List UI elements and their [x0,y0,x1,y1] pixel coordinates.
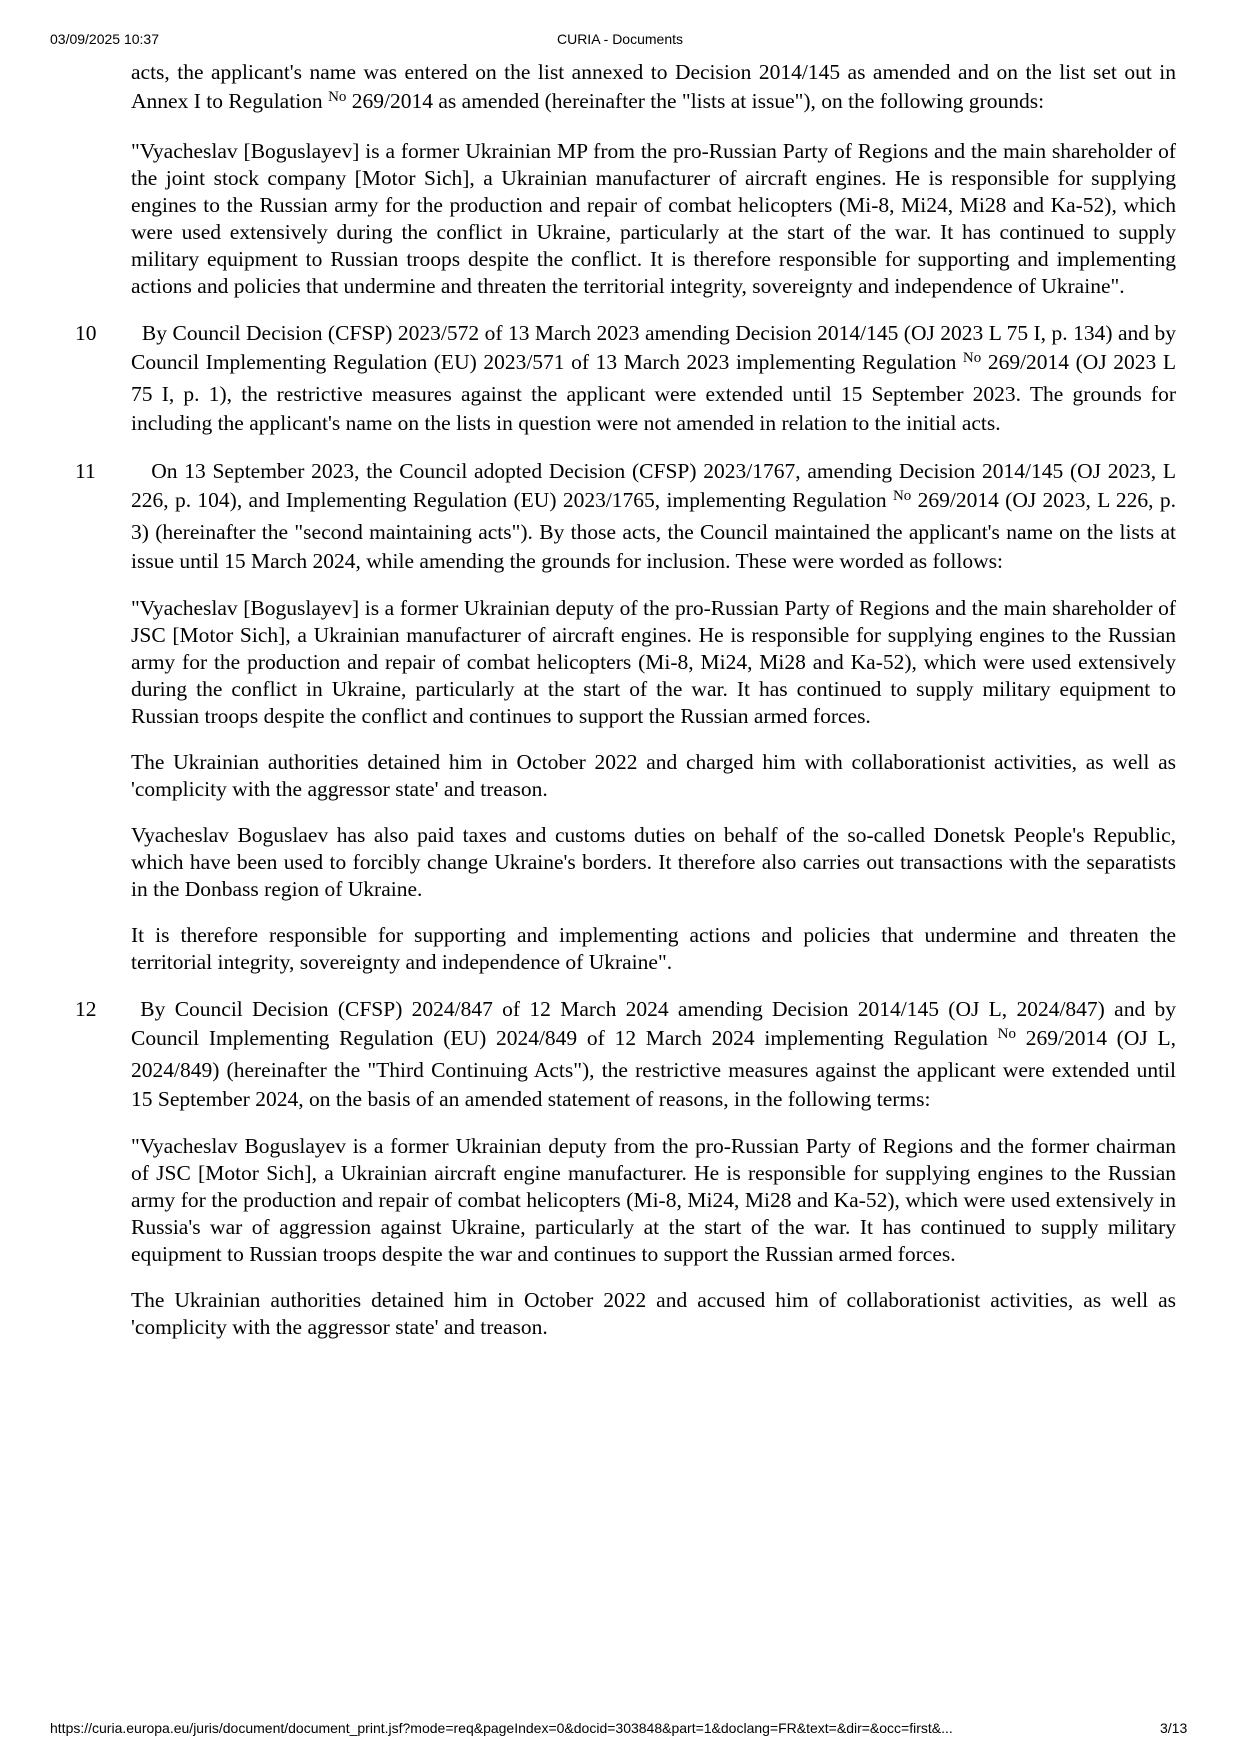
quoted-grounds-1: "Vyacheslav [Boguslayev] is a former Ukrainian MP from the pro-Russian Party of Regions and the main shareholder of the joint stock company [Motor Sich], a Ukrainian manufacturer of aircraft engines. He is responsible for supplying engines to the Russian army for the production and repair of combat helicopters (Mi-8, Mi24, Mi28 and Ka-52), which were used extensively during the conflict in Ukraine, particularly at the start of the war. It has continued to supply military equipment to Russian troops despite the conflict. It is therefore responsible for supporting and implementing actions and policies that undermine and threaten the territorial integrity, sovereignty and independence of Ukraine". [131,139,1176,298]
document-body [75,58,1176,1360]
paragraph-number: 10 [75,321,97,345]
quoted-grounds-2a: "Vyacheslav [Boguslayev] is a former Ukrainian deputy of the pro-Russian Party of Regions and the main shareholder of JSC [Motor Sich], a Ukrainian manufacturer of aircraft engines. He is responsible for supplying engines to the Russian army for the production and repair of combat helicopters (Mi-8, Mi24, Mi28 and Ka-52), which were used extensively during the conflict in Ukraine, particularly at the start of the war. It has continued to supply military equipment to Russian troops despite the conflict and continues to support the Russian armed forces. [131,596,1176,728]
quoted-grounds-3b: The Ukrainian authorities detained him in October 2022 and accused him of collaborationist activities, as well as 'complicity with the aggressor state' and treason. [131,1288,1176,1339]
number-abbrev: No [892,488,912,504]
number-abbrev: No [328,89,347,105]
paragraph-11: 11 On 13 September 2023, the Council adopted Decision (CFSP) 2023/1767, amending Decision 2014/145 (OJ 2023, L 226, p. 104), and Implementing Regulation (EU) 2023/1765, implementing Regulation $^{No}$ 269/2014 (OJ 2023, L 226, p. 3) (hereinafter the "second maintaining acts"). By those acts, the Council maintained the applicant's name on the lists at issue until 15 March 2024, while amending the grounds for inclusion. These were worded as follows: [75,459,1176,573]
number-abbrev: No [962,350,982,366]
page-number: 3/13 [1160,1720,1188,1736]
quoted-grounds-3a: "Vyacheslav Boguslayev is a former Ukrainian deputy from the pro-Russian Party of Regions and the former chairman of JSC [Motor Sich], a Ukrainian aircraft engine manufacturer. He is responsible for supplying engines to the Russian army for the production and repair of combat helicopters (Mi-8, Mi24, Mi28 and Ka-52), which were used extensively in Russia's war of aggression against Ukraine, particularly at the start of the war. It has continued to supply military equipment to Russian troops despite the war and continues to support the Russian armed forces. [131,1134,1176,1266]
number-abbrev: No [997,1026,1016,1042]
quoted-grounds-2b: The Ukrainian authorities detained him in October 2022 and charged him with collaborationist activities, as well as 'complicity with the aggressor state' and treason. [131,750,1176,801]
page-title: CURIA - Documents [556,31,684,47]
paragraph-number: 12 [75,997,97,1021]
page-url: https://curia.europa.eu/juris/document/document_print.jsf?mode=req&pageIndex=0&docid=303848&part=1&doclang=FR&text=&dir=&occ=first&... [50,1720,953,1736]
quoted-grounds-2d: It is therefore responsible for supporting and implementing actions and policies that undermine and threaten the territorial integrity, sovereignty and independence of Ukraine". [131,923,1176,974]
intro-paragraph: acts, the applicant's name was entered on the list annexed to Decision 2014/145 as amended and on the list set out in Annex I to Regulation $^{No}$ 269/2014 as amended (hereinafter the "lists at issue"), on the following grounds: [131,60,1176,113]
paragraph-number: 11 [75,459,96,483]
quoted-grounds-2c: Vyacheslav Boguslaev has also paid taxes and customs duties on behalf of the so-called Donetsk People's Republic, which have been used to forcibly change Ukraine's borders. It therefore also carries out transactions with the separatists in the Donbass region of Ukraine. [131,823,1176,901]
paragraph-10: 10 By Council Decision (CFSP) 2023/572 of 13 March 2023 amending Decision 2014/145 (OJ 2023 L 75 I, p. 134) and by Council Implementing Regulation (EU) 2023/571 of 13 March 2023 implementing Regulation $^{No}$ 269/2014 (OJ 2023 L 75 I, p. 1), the restrictive measures against the applicant were extended until 15 September 2023. The grounds for including the applicant's name on the lists in question were not amended in relation to the initial acts. [75,321,1176,435]
print-datetime: 03/09/2025 10:37 [50,31,159,47]
paragraph-12: 12 By Council Decision (CFSP) 2024/847 of 12 March 2024 amending Decision 2014/145 (OJ L, 2024/847) and by Council Implementing Regulation (EU) 2024/849 of 12 March 2024 implementing Regulation $^{No}$ 269/2014 (OJ L, 2024/849) (hereinafter the "Third Continuing Acts"), the restrictive measures against the applicant were extended until 15 September 2024, on the basis of an amended statement of reasons, in the following terms: [75,997,1176,1111]
